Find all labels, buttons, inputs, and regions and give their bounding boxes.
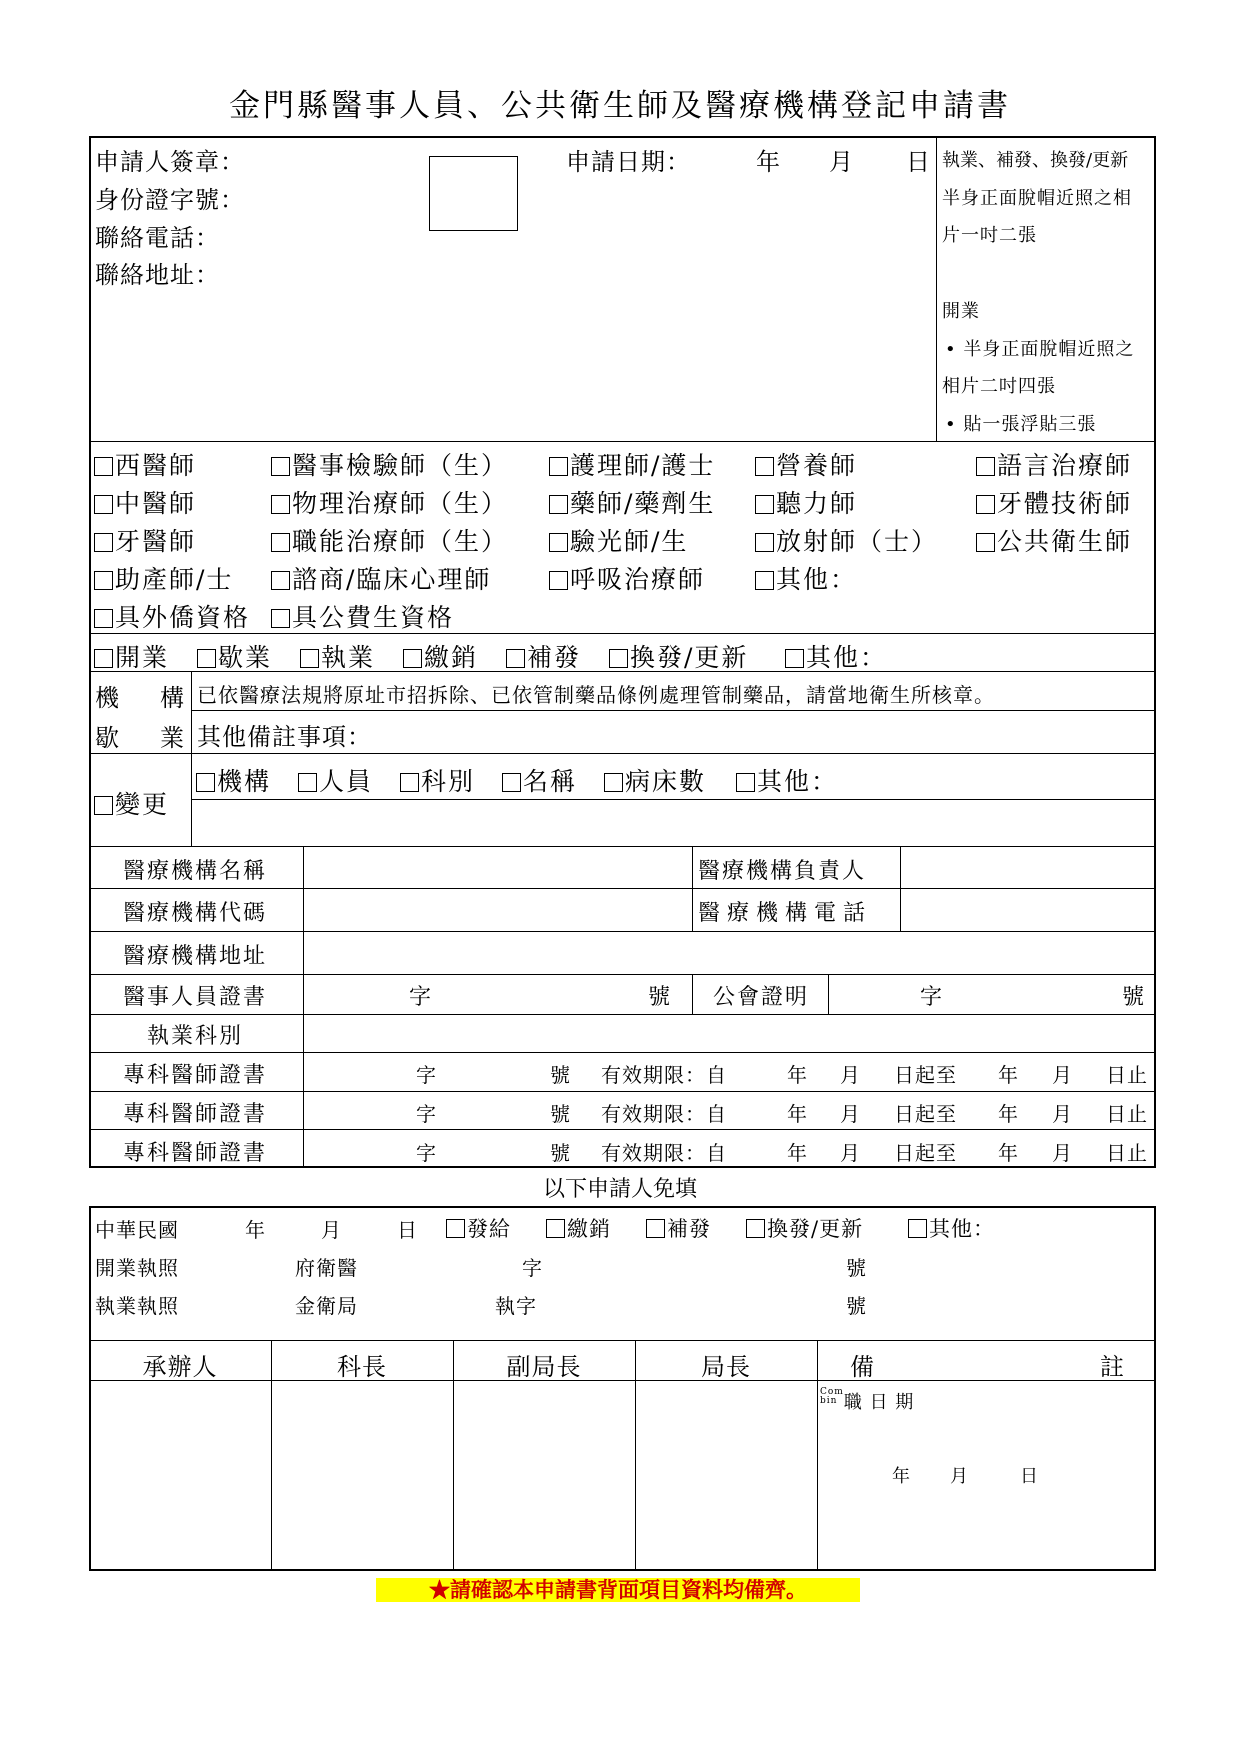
specialist-cert-label-2: 專科醫師證書: [123, 1102, 268, 1127]
checkbox[interactable]: [197, 649, 216, 668]
open-license-hao: 號: [846, 1256, 867, 1280]
specialist-month-b-1: 月: [1052, 1063, 1073, 1087]
checkbox[interactable]: [604, 773, 623, 792]
institution-head-label: 醫療機構負責人: [698, 859, 867, 884]
photo-note-line2: 半身正面脫帽近照之相: [942, 188, 1132, 209]
open-license-label: 開業執照: [95, 1256, 179, 1280]
institution-code-label: 醫療機構代碼: [123, 901, 268, 926]
closure-label-c: 歇: [95, 724, 120, 752]
change-department[interactable]: 科別: [400, 762, 475, 798]
application-date-label: 申請日期：: [566, 148, 691, 176]
change-checkbox[interactable]: 變更: [94, 785, 169, 821]
checkbox[interactable]: [271, 457, 290, 476]
photo-column-divider: [936, 136, 937, 441]
specialist-until-1: 日止: [1106, 1063, 1148, 1087]
specialist-month-a-3: 月: [840, 1141, 861, 1165]
specialist-from-2: 日起至: [894, 1102, 957, 1126]
profession-dietitian[interactable]: 營養師: [755, 446, 857, 482]
divider: [89, 931, 1156, 932]
checkbox[interactable]: [736, 773, 755, 792]
phone-label: 聯絡電話：: [95, 224, 220, 252]
cert-hao: 號: [648, 985, 673, 1010]
divider: [692, 974, 693, 1014]
checkbox[interactable]: [908, 1219, 927, 1238]
specialist-year-a-3: 年: [787, 1141, 808, 1165]
divider: [89, 974, 1156, 975]
specialist-month-b-3: 月: [1052, 1141, 1073, 1165]
union-hao: 號: [1122, 985, 1147, 1010]
divider: [89, 1129, 1156, 1130]
office-cancel[interactable]: 繳銷: [546, 1213, 611, 1243]
address-label: 聯絡地址：: [95, 261, 220, 289]
specialist-hao-1: 號: [550, 1063, 571, 1087]
checkbox[interactable]: [609, 649, 628, 668]
practice-license-zi: 執字: [495, 1294, 537, 1318]
combine-month: 月: [950, 1466, 969, 1487]
action-close[interactable]: 歇業: [197, 638, 272, 674]
specialist-zi-1: 字: [416, 1063, 437, 1087]
deputy-director-header: 副局長: [506, 1353, 582, 1381]
office-use-header: 以下申請人免填: [542, 1177, 697, 1202]
change-personnel[interactable]: 人員: [298, 762, 373, 798]
office-issue[interactable]: 發給: [446, 1213, 511, 1243]
specialist-year-a-2: 年: [787, 1102, 808, 1126]
tiny-mark: Com bin: [820, 1387, 844, 1406]
closure-label-divider: [191, 671, 192, 846]
divider: [191, 710, 1156, 711]
office-year: 年: [245, 1218, 266, 1242]
checkbox[interactable]: [94, 649, 113, 668]
closure-label-a: 機: [95, 684, 120, 712]
checkbox[interactable]: [94, 571, 113, 590]
checkbox[interactable]: [976, 457, 995, 476]
checkbox[interactable]: [549, 495, 568, 514]
specialist-hao-2: 號: [550, 1102, 571, 1126]
profession-audiologist[interactable]: 聽力師: [755, 484, 857, 520]
specialist-from-3: 日起至: [894, 1141, 957, 1165]
handler-header: 承辦人: [142, 1353, 218, 1381]
office-other[interactable]: 其他：: [908, 1213, 995, 1243]
union-cert-label: 公會證明: [713, 985, 810, 1010]
checkbox[interactable]: [755, 571, 774, 590]
form-title: 金門縣醫事人員、公共衛生師及醫療機構登記申請書: [229, 88, 1011, 124]
photo-note-bullet1a: • 半身正面脫帽近照之: [945, 339, 1135, 360]
checkbox[interactable]: [271, 533, 290, 552]
action-open[interactable]: 開業: [94, 638, 169, 674]
remarks-header-b: 註: [1100, 1353, 1125, 1381]
qualification-publicly-funded[interactable]: 具公費生資格: [271, 598, 454, 634]
checkbox[interactable]: [400, 773, 419, 792]
profession-speech-therapist[interactable]: 語言治療師: [976, 446, 1132, 482]
divider: [817, 1340, 818, 1571]
specialist-validity-3: 有效期限：自: [601, 1141, 727, 1165]
photo-note-bullet2: • 貼一張浮貼三張: [945, 414, 1097, 435]
checkbox[interactable]: [94, 457, 113, 476]
divider: [191, 799, 1156, 800]
checkbox[interactable]: [549, 533, 568, 552]
other-notes-label: 其他備註事項：: [197, 723, 372, 751]
specialist-until-2: 日止: [1106, 1102, 1148, 1126]
action-practice[interactable]: 執業: [300, 638, 375, 674]
photo-note-bullet1b: 相片二吋四張: [942, 376, 1056, 397]
checkbox[interactable]: [755, 533, 774, 552]
divider: [89, 1340, 1156, 1341]
profession-physical-therapist[interactable]: 物理治療師（生）: [271, 484, 508, 520]
specialist-zi-3: 字: [416, 1141, 437, 1165]
divider: [89, 1091, 1156, 1092]
divider: [89, 753, 1156, 754]
director-header: 局長: [701, 1353, 751, 1381]
checkbox[interactable]: [94, 533, 113, 552]
specialist-month-a-1: 月: [840, 1063, 861, 1087]
checkbox[interactable]: [271, 571, 290, 590]
checkbox[interactable]: [271, 495, 290, 514]
profession-public-health[interactable]: 公共衛生師: [976, 522, 1132, 558]
checkbox[interactable]: [755, 495, 774, 514]
id-number-label: 身份證字號：: [95, 186, 245, 214]
change-name[interactable]: 名稱: [502, 762, 577, 798]
profession-psychologist[interactable]: 諮商/臨床心理師: [271, 560, 491, 596]
checkbox[interactable]: [546, 1219, 565, 1238]
office-use-table: [89, 1206, 1156, 1571]
footer-notice: ★請確認本申請書背面項目資料均備齊。: [376, 1578, 860, 1602]
institution-phone-label: 醫 療 機 構 電 話: [698, 901, 865, 926]
specialist-cert-label-3: 專科醫師證書: [123, 1141, 268, 1166]
specialist-year-a-1: 年: [787, 1063, 808, 1087]
checkbox[interactable]: [300, 649, 319, 668]
divider: [89, 1052, 1156, 1053]
profession-other[interactable]: 其他：: [755, 560, 857, 596]
combine-day: 日: [1020, 1466, 1039, 1487]
practice-license-hao: 號: [846, 1294, 867, 1318]
checkbox[interactable]: [549, 571, 568, 590]
divider: [828, 974, 829, 1014]
checkbox[interactable]: [976, 495, 995, 514]
profession-lab-technologist[interactable]: 醫事檢驗師（生）: [271, 446, 508, 482]
change-institution[interactable]: 機構: [196, 762, 271, 798]
action-cancel[interactable]: 繳銷: [403, 638, 478, 674]
photo-note-line1: 執業、補發、換發/更新: [942, 150, 1129, 171]
specialist-month-a-2: 月: [840, 1102, 861, 1126]
profession-pharmacist[interactable]: 藥師/藥劑生: [549, 484, 715, 520]
divider: [89, 441, 1156, 442]
divider: [89, 846, 1156, 847]
action-other[interactable]: 其他：: [785, 638, 887, 674]
roc-label: 中華民國: [95, 1218, 179, 1242]
action-reissue[interactable]: 補發: [506, 638, 581, 674]
specialist-year-b-2: 年: [998, 1102, 1019, 1126]
remarks-header-a: 備: [850, 1353, 875, 1381]
specialist-until-3: 日止: [1106, 1141, 1148, 1165]
institution-name-label: 醫療機構名稱: [123, 859, 268, 884]
qualification-foreign[interactable]: 具外僑資格: [94, 598, 250, 634]
specialist-hao-3: 號: [550, 1141, 571, 1165]
specialist-from-1: 日起至: [894, 1063, 957, 1087]
profession-respiratory-therapist[interactable]: 呼吸治療師: [549, 560, 705, 596]
office-month: 月: [321, 1218, 342, 1242]
institution-address-label: 醫療機構地址: [123, 944, 268, 969]
checkbox[interactable]: [785, 649, 804, 668]
checkbox[interactable]: [502, 773, 521, 792]
specialist-month-b-2: 月: [1052, 1102, 1073, 1126]
checkbox[interactable]: [271, 609, 290, 628]
checkbox[interactable]: [506, 649, 525, 668]
specialist-zi-2: 字: [416, 1102, 437, 1126]
action-renew[interactable]: 換發/更新: [609, 638, 748, 674]
profession-western-doctor[interactable]: 西醫師: [94, 446, 196, 482]
signature-label: 申請人簽章：: [95, 148, 245, 176]
open-license-zi: 字: [522, 1256, 543, 1280]
combine-year: 年: [892, 1466, 911, 1487]
checkbox[interactable]: [196, 773, 215, 792]
checkbox[interactable]: [646, 1219, 665, 1238]
checkbox[interactable]: [94, 495, 113, 514]
specialist-year-b-3: 年: [998, 1141, 1019, 1165]
seal-stamp-box[interactable]: [429, 156, 518, 231]
combine-date-label: Com bin 職 日 期: [820, 1387, 915, 1413]
date-year: 年: [756, 148, 781, 176]
date-month: 月: [829, 148, 854, 176]
profession-chinese-doctor[interactable]: 中醫師: [94, 484, 196, 520]
profession-nurse[interactable]: 護理師/護士: [549, 446, 715, 482]
checkbox[interactable]: [446, 1219, 465, 1238]
profession-occupational-therapist[interactable]: 職能治療師（生）: [271, 522, 508, 558]
checkbox[interactable]: [94, 609, 113, 628]
specialist-cert-label-1: 專科醫師證書: [123, 1063, 268, 1088]
checkbox[interactable]: [746, 1219, 765, 1238]
specialty-label: 執業科別: [147, 1024, 244, 1049]
office-reissue[interactable]: 補發: [646, 1213, 711, 1243]
office-renew[interactable]: 換發/更新: [746, 1213, 863, 1243]
cert-zi: 字: [409, 985, 434, 1010]
closure-label-d: 業: [160, 724, 185, 752]
practice-license-prefix: 金衛局: [295, 1294, 358, 1318]
checkbox[interactable]: [549, 457, 568, 476]
checkbox[interactable]: [94, 796, 113, 815]
profession-midwife[interactable]: 助產師/士: [94, 560, 233, 596]
change-beds[interactable]: 病床數: [604, 762, 706, 798]
divider: [89, 633, 1156, 634]
profession-dental-technician[interactable]: 牙體技術師: [976, 484, 1132, 520]
office-day: 日: [397, 1218, 418, 1242]
closure-notice: 已依醫療法規將原址市招拆除、已依管制藥品條例處理管制藥品，請當地衛生所核章。: [197, 683, 995, 707]
specialist-year-b-1: 年: [998, 1063, 1019, 1087]
date-day: 日: [906, 148, 931, 176]
specialist-validity-2: 有效期限：自: [601, 1102, 727, 1126]
checkbox[interactable]: [403, 649, 422, 668]
practice-license-label: 執業執照: [95, 1294, 179, 1318]
photo-note-line3: 片一吋二張: [942, 225, 1037, 246]
divider: [89, 888, 1156, 889]
section-chief-header: 科長: [337, 1353, 387, 1381]
change-other[interactable]: 其他：: [736, 762, 838, 798]
profession-radiologist[interactable]: 放射師（士）: [755, 522, 938, 558]
union-zi: 字: [920, 985, 945, 1010]
specialist-validity-1: 有效期限：自: [601, 1063, 727, 1087]
checkbox[interactable]: [298, 773, 317, 792]
closure-label-b: 構: [160, 684, 185, 712]
checkbox[interactable]: [976, 533, 995, 552]
profession-dentist[interactable]: 牙醫師: [94, 522, 196, 558]
personnel-cert-label: 醫事人員證書: [123, 985, 268, 1010]
photo-note-open: 開業: [942, 301, 980, 322]
divider: [89, 671, 1156, 672]
open-license-prefix: 府衛醫: [295, 1256, 358, 1280]
profession-optometrist[interactable]: 驗光師/生: [549, 522, 688, 558]
checkbox[interactable]: [755, 457, 774, 476]
divider: [89, 1014, 1156, 1015]
institution-label-divider: [303, 846, 304, 1168]
